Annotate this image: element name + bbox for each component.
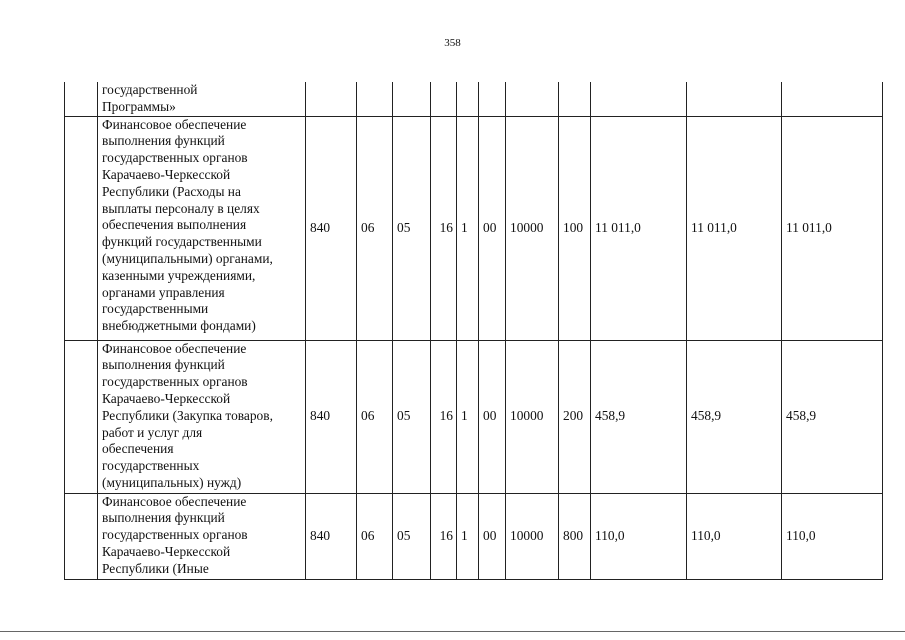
main-activity-cell: [479, 82, 506, 116]
subsection-cell: [393, 82, 431, 116]
amount-year-3-cell: 11 011,0: [782, 116, 883, 340]
amount-year-1-cell: 458,9: [591, 340, 687, 493]
table-row: [65, 116, 883, 340]
program-cell: 16: [431, 116, 457, 340]
ministry-code-cell: 840: [306, 493, 357, 579]
description-line: работ и услуг для: [102, 424, 203, 440]
description-line: обеспечения выполнения: [102, 217, 247, 233]
expense-type-cell: 100: [559, 116, 591, 340]
expense-type-cell: 800: [559, 493, 591, 579]
page-number: 358: [444, 37, 461, 49]
amount-year-1-cell: [591, 82, 687, 116]
description-line: государственными: [102, 301, 209, 317]
direction-cell: 10000: [506, 116, 559, 340]
description-cell: [98, 82, 306, 116]
description-line: функций государственными: [102, 234, 262, 250]
main-activity-cell: 00: [479, 493, 506, 579]
subsection-cell: 05: [393, 340, 431, 493]
subprogram-cell: 1: [457, 340, 479, 493]
description-line: казенными учреждениями,: [102, 267, 256, 283]
expense-type-cell: [559, 82, 591, 116]
description-line: государственных органов: [102, 527, 248, 543]
subprogram-cell: [457, 82, 479, 116]
description-line: Карачаево-Черкесской: [102, 166, 231, 182]
description-cell: [98, 116, 306, 340]
description-line: Финансовое обеспечение: [102, 340, 247, 356]
row-number-cell: [65, 82, 98, 116]
description-cell: [98, 340, 306, 493]
description-line: Финансовое обеспечение: [102, 493, 247, 509]
description-line: выплаты персоналу в целях: [102, 200, 260, 216]
description-line: Карачаево-Черкесской: [102, 390, 231, 406]
program-cell: 16: [431, 493, 457, 579]
description-line: внебюджетными фондами): [102, 318, 256, 334]
description-line: обеспечения: [102, 441, 174, 457]
table-row: [65, 82, 883, 116]
description-line: выполнения функций: [102, 510, 225, 526]
main-activity-cell: 00: [479, 116, 506, 340]
amount-year-2-cell: [687, 82, 782, 116]
table-row: [65, 340, 883, 493]
section-cell: 06: [357, 116, 393, 340]
amount-year-1-cell: 110,0: [591, 493, 687, 579]
ministry-code-cell: 840: [306, 116, 357, 340]
subsection-cell: 05: [393, 116, 431, 340]
description-line: выполнения функций: [102, 357, 225, 373]
description-line: Финансовое обеспечение: [102, 116, 247, 132]
row-number-cell: [65, 340, 98, 493]
expense-type-cell: 200: [559, 340, 591, 493]
amount-year-3-cell: 458,9: [782, 340, 883, 493]
description-line: государственных органов: [102, 374, 248, 390]
direction-cell: 10000: [506, 493, 559, 579]
direction-cell: 10000: [506, 340, 559, 493]
description-line: государственных органов: [102, 150, 248, 166]
direction-cell: [506, 82, 559, 116]
amount-year-2-cell: 110,0: [687, 493, 782, 579]
subprogram-cell: 1: [457, 116, 479, 340]
amount-year-3-cell: 110,0: [782, 493, 883, 579]
page-bottom-rule: [0, 631, 905, 632]
description-line: Карачаево-Черкесской: [102, 543, 231, 559]
subprogram-cell: 1: [457, 493, 479, 579]
section-cell: [357, 82, 393, 116]
amount-year-2-cell: 458,9: [687, 340, 782, 493]
description-line: органами управления: [102, 284, 225, 300]
section-cell: 06: [357, 493, 393, 579]
description-line: Республики (Закупка товаров,: [102, 407, 273, 423]
description-line: выполнения функций: [102, 133, 225, 149]
description-line: Республики (Расходы на: [102, 183, 241, 199]
main-activity-cell: 00: [479, 340, 506, 493]
description-line: (муниципальными) органами,: [102, 250, 273, 266]
description-line: государственной: [102, 82, 198, 97]
program-cell: [431, 82, 457, 116]
amount-year-2-cell: 11 011,0: [687, 116, 782, 340]
amount-year-1-cell: 11 011,0: [591, 116, 687, 340]
subsection-cell: 05: [393, 493, 431, 579]
ministry-code-cell: 840: [306, 340, 357, 493]
amount-year-3-cell: [782, 82, 883, 116]
description-line: Программы»: [102, 98, 176, 114]
description-line: государственных: [102, 458, 200, 474]
program-cell: 16: [431, 340, 457, 493]
ministry-code-cell: [306, 82, 357, 116]
description-cell: [98, 493, 306, 579]
row-number-cell: [65, 116, 98, 340]
description-line: Республики (Иные: [102, 560, 209, 576]
row-number-cell: [65, 493, 98, 579]
budget-table: [64, 82, 883, 580]
section-cell: 06: [357, 340, 393, 493]
table-row: [65, 493, 883, 579]
description-line: (муниципальных) нужд): [102, 474, 242, 490]
